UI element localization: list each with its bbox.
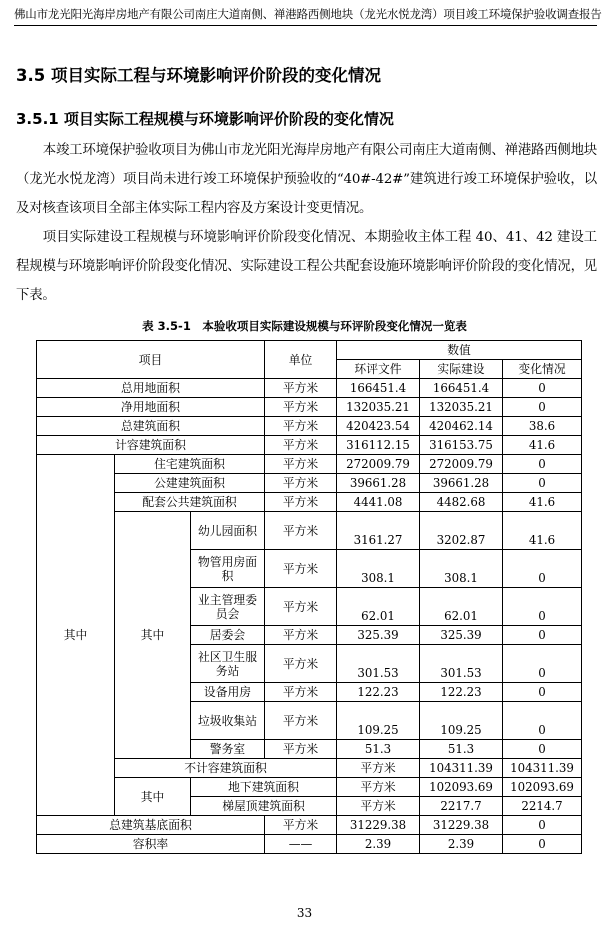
page-number: 33 xyxy=(296,906,313,920)
table-row xyxy=(37,493,582,512)
row-eia: 122.23 xyxy=(337,683,420,702)
row-actual: 2.39 xyxy=(420,835,503,854)
row-actual: 4482.68 xyxy=(420,493,503,512)
row-eia: 2.39 xyxy=(337,835,420,854)
row-eia: 316112.15 xyxy=(337,436,420,455)
row-change: 0 xyxy=(503,645,582,683)
row-label: 不计容建筑面积 xyxy=(115,759,337,778)
header-values: 数值 xyxy=(337,341,582,360)
header-actual: 实际建设 xyxy=(420,360,503,379)
table-caption: 表 3.5-1 本验收项目实际建设规模与环评阶段变化情况一览表 xyxy=(142,319,467,333)
row-label: 配套公共建筑面积 xyxy=(115,493,265,512)
row-eia: 301.53 xyxy=(337,645,420,683)
row-eia: 3161.27 xyxy=(337,512,420,550)
row-actual: 420462.14 xyxy=(420,417,503,436)
row-change: 0 xyxy=(503,835,582,854)
row-label: 物管用房面积 xyxy=(191,550,265,588)
row-change: 38.6 xyxy=(503,417,582,436)
row-actual: 272009.79 xyxy=(420,455,503,474)
table-row xyxy=(37,455,582,474)
table-row xyxy=(37,816,582,835)
table-row xyxy=(37,835,582,854)
row-eia: 4441.08 xyxy=(337,493,420,512)
table-row xyxy=(37,778,582,797)
row-actual: 3202.87 xyxy=(420,512,503,550)
row-change: 0 xyxy=(503,398,582,417)
row-change: 0 xyxy=(503,683,582,702)
row-actual: 102093.69 xyxy=(503,778,582,797)
row-change: 41.6 xyxy=(503,512,582,550)
row-change: 41.6 xyxy=(503,436,582,455)
row-label: 设备用房 xyxy=(191,683,265,702)
row-eia: 62.01 xyxy=(337,588,420,626)
row-unit: 平方米 xyxy=(265,436,337,455)
row-actual: 31229.38 xyxy=(420,816,503,835)
row-actual: 62.01 xyxy=(420,588,503,626)
row-eia: 420423.54 xyxy=(337,417,420,436)
row-actual: 122.23 xyxy=(420,683,503,702)
row-label: 业主管理委员会 xyxy=(191,588,265,626)
row-label: 净用地面积 xyxy=(37,398,265,417)
row-unit: 平方米 xyxy=(337,778,420,797)
row-eia: 39661.28 xyxy=(337,474,420,493)
row-actual: 301.53 xyxy=(420,645,503,683)
running-header: 佛山市龙光阳光海岸房地产有限公司南庄大道南侧、禅港路西侧地块（龙光水悦龙湾）项目竣工环境保护验收调查报告 xyxy=(14,6,597,26)
row-eia: 31229.38 xyxy=(337,816,420,835)
row-unit: 平方米 xyxy=(265,816,337,835)
table-header-row xyxy=(37,341,582,360)
row-eia: 102093.69 xyxy=(420,778,503,797)
row-unit: 平方米 xyxy=(337,759,420,778)
row-eia: 51.3 xyxy=(337,740,420,759)
row-change: 0 xyxy=(503,702,582,740)
row-unit: 平方米 xyxy=(265,588,337,626)
subsection-title: 3.5.1 项目实际工程规模与环境影响评价阶段的变化情况 xyxy=(16,110,394,128)
row-change: 0 xyxy=(503,474,582,493)
header-item: 项目 xyxy=(37,341,265,379)
row-actual: 132035.21 xyxy=(420,398,503,417)
group-label-of-which: 其中 xyxy=(37,455,115,816)
row-actual: 308.1 xyxy=(420,550,503,588)
row-unit: 平方米 xyxy=(265,645,337,683)
header-eia: 环评文件 xyxy=(337,360,420,379)
row-change: 0 xyxy=(503,740,582,759)
row-label: 住宅建筑面积 xyxy=(115,455,265,474)
table-row xyxy=(37,474,582,493)
row-unit: 平方米 xyxy=(265,512,337,550)
row-eia: 109.25 xyxy=(337,702,420,740)
row-label: 容积率 xyxy=(37,835,265,854)
row-change: 0 xyxy=(503,550,582,588)
row-actual: 104311.39 xyxy=(503,759,582,778)
row-actual: 316153.75 xyxy=(420,436,503,455)
row-eia: 308.1 xyxy=(337,550,420,588)
scope-paragraph: 项目实际建设工程规模与环境影响评价阶段变化情况、本期验收主体工程 40、41、42 建设工程规模与环境影响评价阶段变化情况、实际建设工程公共配套设施环境影响评价阶段的变化情况，见下表。 xyxy=(16,230,597,303)
row-label: 总建筑面积 xyxy=(37,417,265,436)
row-actual: 39661.28 xyxy=(420,474,503,493)
row-change: 0 xyxy=(503,379,582,398)
header-unit: 单位 xyxy=(265,341,337,379)
row-label: 公建建筑面积 xyxy=(115,474,265,493)
row-eia: 104311.39 xyxy=(420,759,503,778)
section-title: 3.5 项目实际工程与环境影响评价阶段的变化情况 xyxy=(16,66,381,85)
row-eia: 272009.79 xyxy=(337,455,420,474)
row-actual: 2214.7 xyxy=(503,797,582,816)
row-eia: 166451.4 xyxy=(337,379,420,398)
row-eia: 325.39 xyxy=(337,626,420,645)
row-label: 总建筑基底面积 xyxy=(37,816,265,835)
row-unit: 平方米 xyxy=(265,474,337,493)
row-label: 总用地面积 xyxy=(37,379,265,398)
group-label-of-which: 其中 xyxy=(115,778,191,816)
header-change: 变化情况 xyxy=(503,360,582,379)
row-unit: 平方米 xyxy=(337,797,420,816)
row-unit: 平方米 xyxy=(265,493,337,512)
row-label: 居委会 xyxy=(191,626,265,645)
row-label: 地下建筑面积 xyxy=(191,778,337,797)
row-actual: 166451.4 xyxy=(420,379,503,398)
row-eia: 2217.7 xyxy=(420,797,503,816)
row-change: 41.6 xyxy=(503,493,582,512)
row-unit: 平方米 xyxy=(265,550,337,588)
row-unit: 平方米 xyxy=(265,398,337,417)
table-row xyxy=(37,379,582,398)
row-label: 社区卫生服务站 xyxy=(191,645,265,683)
row-label: 计容建筑面积 xyxy=(37,436,265,455)
row-change: 0 xyxy=(503,816,582,835)
row-actual: 109.25 xyxy=(420,702,503,740)
scale-comparison-table xyxy=(36,340,582,854)
table-row xyxy=(37,436,582,455)
intro-paragraph: 本竣工环境保护验收项目为佛山市龙光阳光海岸房地产有限公司南庄大道南侧、禅港路西侧地块（龙光水悦龙湾）项目尚未进行竣工环境保护预验收的“40#-42#”建筑进行竣工环境保护验收，以及对核查该项目全部主体实际工程内容及方案设计变更情况。 xyxy=(16,143,597,216)
row-label: 幼儿园面积 xyxy=(191,512,265,550)
table-row xyxy=(37,417,582,436)
table-row xyxy=(37,759,582,778)
row-label: 警务室 xyxy=(191,740,265,759)
row-unit: 平方米 xyxy=(265,740,337,759)
row-label: 垃圾收集站 xyxy=(191,702,265,740)
row-change: 0 xyxy=(503,626,582,645)
row-unit: 平方米 xyxy=(265,683,337,702)
row-unit: 平方米 xyxy=(265,379,337,398)
row-actual: 325.39 xyxy=(420,626,503,645)
row-actual: 51.3 xyxy=(420,740,503,759)
row-unit: —— xyxy=(265,835,337,854)
row-eia: 132035.21 xyxy=(337,398,420,417)
table-row xyxy=(37,512,582,550)
row-change: 0 xyxy=(503,588,582,626)
row-unit: 平方米 xyxy=(265,702,337,740)
row-label: 梯屋顶建筑面积 xyxy=(191,797,337,816)
row-unit: 平方米 xyxy=(265,626,337,645)
table-row xyxy=(37,398,582,417)
subgroup-label-of-which: 其中 xyxy=(115,512,191,759)
row-unit: 平方米 xyxy=(265,417,337,436)
row-unit: 平方米 xyxy=(265,455,337,474)
row-change: 0 xyxy=(503,455,582,474)
